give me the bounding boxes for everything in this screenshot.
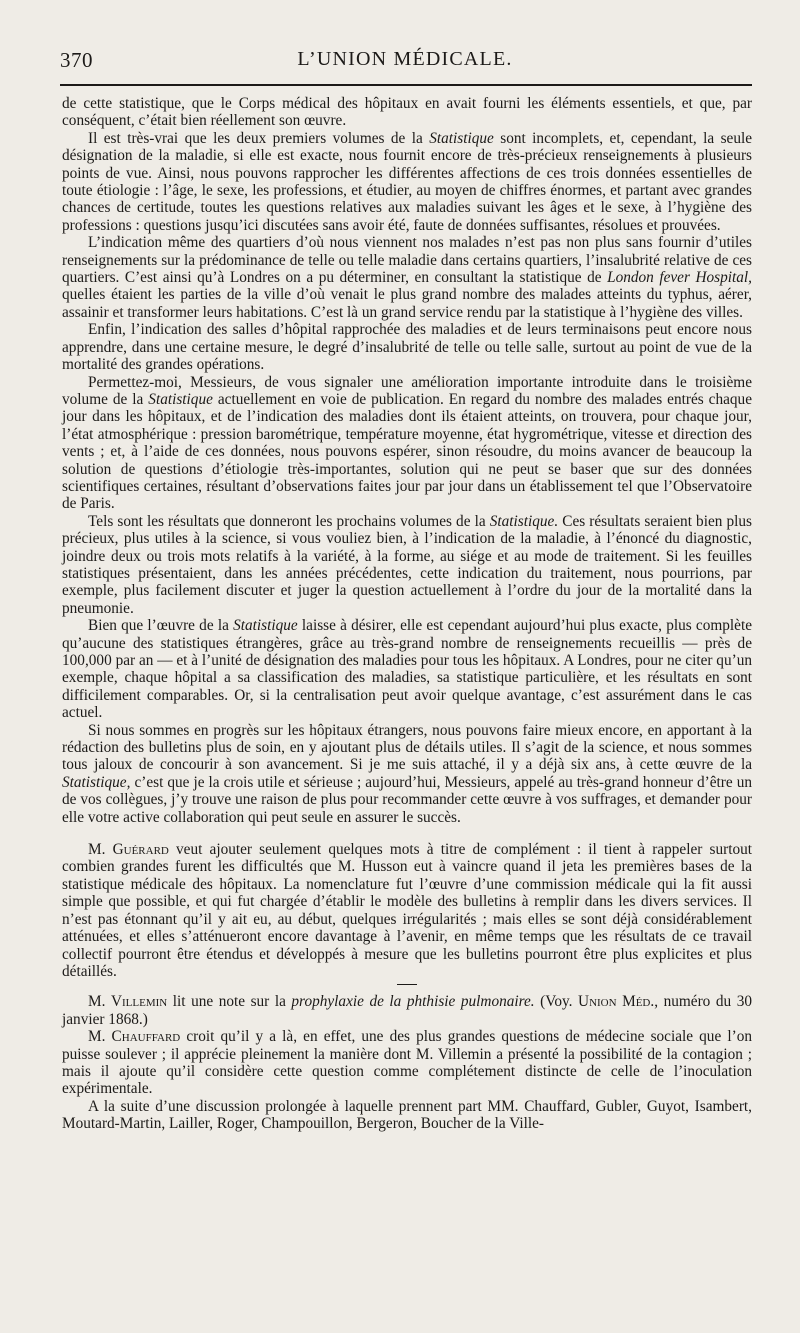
italic-text: London fever Hospital, <box>607 269 752 287</box>
paragraph <box>62 1028 752 1098</box>
text-run: actuellement en voie de publication. En regard du nombre des malades entrés chaque jour dans les hôpitaux, et de l’indication des maladies dont ils étaient atteints, on trouvera, pour chaque jour, l’état atmosphérique : pression barométrique, température moyenne, état hygrométrique, vitesse et direction des vents ; et, à l’aide de ces données, nous pouvons espérer, sinon résoudre, du moins avancer de beaucoup la solution de questions d’étiologie très-importantes, solution qui ne peut se baser que sur des données scientifiques certaines, résultant d’observations faites jour par jour dans un établissement tel que l’Observatoire de Paris. <box>62 390 752 513</box>
paragraph <box>62 1098 752 1133</box>
italic-text: prophylaxie de la phthisie pulmonaire. <box>291 993 535 1011</box>
paragraph <box>62 722 752 826</box>
text-run: Bien que l’œuvre de la <box>88 617 234 635</box>
text-run: laisse à désirer, elle est cependant aujourd’hui plus exacte, plus complète qu’aucune des statistiques étrangères, grâce au très-grand nombre de renseignements recueillis — près de 100,000 par an — et à l’unité de désignation des maladies pour tous les hôpitaux. A Londres, pour ne citer qu’un exemple, chaque hôpital a sa classification des maladies, sa statistique particulière, et les résultats en sont difficilement comparables. Or, si la centralisation peut avoir quelque avantage, c’est assurément dans le cas actuel. <box>62 617 752 722</box>
paragraph <box>62 234 752 321</box>
text-run: , numéro du 30 janvier 1868.) <box>62 993 752 1028</box>
text-run: M. <box>88 1028 112 1046</box>
text-run: lit une note sur la <box>167 993 292 1011</box>
text-run: L’indication même des quartiers d’où nous viennent nos malades n’est pas non plus sans fournir d’utiles renseignements sur la prédominance de telle ou telle maladie dans certains quartiers, l’insalubrité relative de ces quartiers. C’est ainsi qu’à Londres on a pu déterminer, en consultant la statistique de <box>62 234 752 287</box>
italic-text: Statistique. <box>489 512 559 530</box>
text-run: M. <box>88 993 111 1011</box>
italic-text: Statistique <box>148 390 213 408</box>
text-run: quelles étaient les parties de la ville d’où venait le plus grand nombre des malades atteints du typhus, aérer, assainir et transformer leurs habitations. C’est là un grand service rendu par la statistique à l’hygiène des villes. <box>62 286 752 321</box>
paragraph <box>62 374 752 513</box>
speaker-name: Guérard <box>112 841 169 859</box>
paragraph <box>62 513 752 617</box>
page-header <box>60 48 750 78</box>
text-run: Permettez-moi, Messieurs, de vous signaler une amélioration importante introduite dans le troisième volume de la <box>62 373 752 408</box>
speaker-name: Villemin <box>110 993 168 1011</box>
text-run: A la suite d’une discussion prolongée à laquelle prennent part MM. Chauffard, Gubler, Guyot, Isambert, Moutard-Martin, Lailler, Roger, Champouillon, Bergeron, Boucher de la Ville- <box>62 1097 752 1133</box>
text-run: c’est que je la crois utile et sérieuse ; aujourd’hui, Messieurs, appelé au très-grand honneur d’être un de vos collègues, j’y trouve une raison de plus pour recommander cette œuvre à vos suffrages, et demander pour elle votre active collaboration qui peut seule en assurer le succès. <box>62 773 752 826</box>
header-rule <box>60 84 752 86</box>
text-run: M. <box>88 841 113 859</box>
text-run: (Voy. <box>534 993 579 1011</box>
text-run: Ces résultats seraient bien plus précieux, plus utiles à la science, si vous vouliez bien, à l’indication de la maladie, à l’énoncé du diagnostic, joindre deux ou trois mots relatifs à la variété, à la forme, au siége et au mode de traitement. Si les feuilles statistiques présentaient, dans les années précédentes, cette indication du traitement, nous pourrions, par exemple, plus facilement discuter et juger la question actuellement à l’ordre du jour de la mortalité dans la pneumonie. <box>62 512 752 617</box>
text-run: Il est très-vrai que les deux premiers volumes de la <box>88 129 430 147</box>
article-body <box>62 95 752 1133</box>
text-run: de cette statistique, que le Corps médical des hôpitaux en avait fourni les éléments essentiels, et que, par conséquent, c’était bien réellement son œuvre. <box>62 95 752 130</box>
text-run: Si nous sommes en progrès sur les hôpitaux étrangers, nous pouvons faire mieux encore, en apportant à la rédaction des bulletins plus de soin, en y ajoutant plus de détails utiles. Il s’agit de la science, et nous sommes tous jaloux de concourir à son avancement. Si je me suis attaché, il y a déjà six ans, à cette œuvre de la <box>62 721 752 774</box>
paragraph <box>62 993 752 1028</box>
paragraph <box>62 617 752 721</box>
text-run: croit qu’il y a là, en effet, une des plus grandes questions de médecine sociale que l’on puisse soulever ; il apprécie pleinement la manière dont M. Villemin a présenté la possibilité de la contagion ; mais il ajoute qu’il considère cette question comme complétement distincte de celle de l’inoculation expérimentale. <box>62 1028 752 1098</box>
italic-text: Statistique, <box>62 773 131 791</box>
text-run: Enfin, l’indication des salles d’hôpital rapprochée des maladies et de leurs terminaisons peut encore nous apprendre, dans une certaine mesure, le degré d’insalubrité de telle ou telle salle, surtout au point de vue de la mortalité des grandes opérations. <box>62 321 752 374</box>
speaker-name: Chauffard <box>111 1028 181 1046</box>
section-separator <box>397 984 417 993</box>
running-title: L’UNION MÉDICALE. <box>297 48 513 70</box>
paragraph <box>62 321 752 373</box>
page-number: 370 <box>60 48 93 72</box>
paragraph <box>62 841 752 980</box>
paragraph <box>62 95 752 130</box>
text-run: Tels sont les résultats que donneront les prochains volumes de la <box>88 512 490 530</box>
text-run: sont incomplets, et, cependant, la seule désignation de la maladie, si elle est exacte, nous fournit encore de très-précieux renseignements à plusieurs points de vue. Ainsi, nous pouvons rapprocher les différentes affections de ces trois données essentielles de toute étiologie : l’âge, le sexe, les professions, et étudier, au moyen de chiffres énormes, et partant avec grandes chances de certitude, toutes les questions relatives aux maladies suivant les âges et le sexe, à l’hygiène des professions : questions jusqu’ici discutées sans avoir été, faute de données suffisantes, résolues et prouvées. <box>62 129 753 234</box>
text-run: veut ajouter seulement quelques mots à titre de complément : il tient à rappeler surtout combien grandes furent les difficultés que M. Husson eut à vaincre quand il jeta les premières bases de la statistique médicale des hôpitaux. La nomenclature fut l’œuvre d’une commission médicale qui la fit aussi simple que possible, et qui fut chargée d’établir le modèle des bulletins à remplir dans les divers services. Il n’est pas étonnant qu’il y ait eu, au début, quelques irrégularités ; mais elles se sont déjà considérablement atténuées, et elles s’atténueront encore davantage à l’avenir, en même temps que les résultats de ce travail collectif pourront être étendus et développés à mesure que les bulletins pourront être plus explicites et plus détaillés. <box>62 841 753 980</box>
italic-text: Statistique <box>429 129 494 147</box>
speaker-name: Union Méd. <box>578 993 655 1011</box>
italic-text: Statistique <box>233 617 298 635</box>
paragraph <box>62 130 752 234</box>
